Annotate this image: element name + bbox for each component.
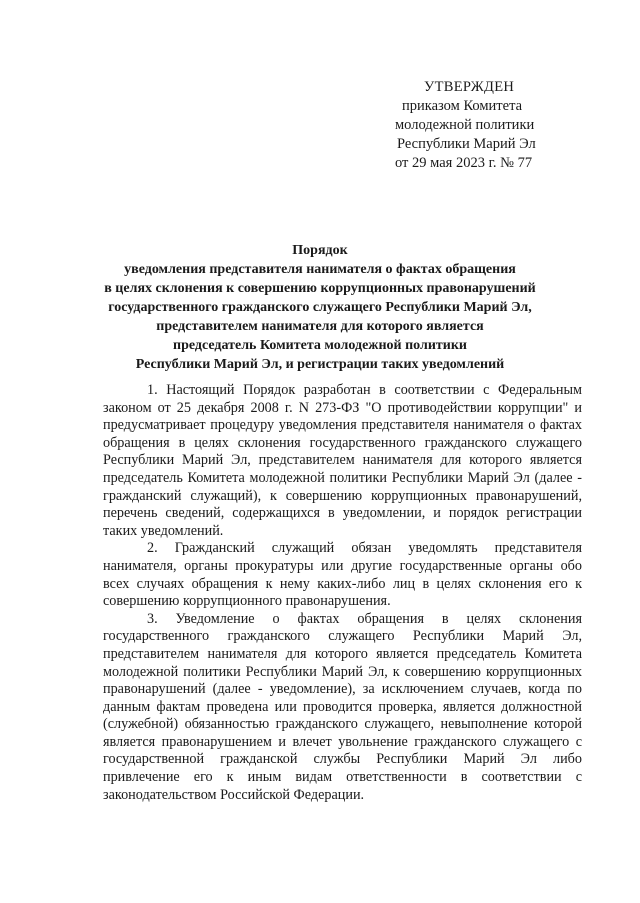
heading-line: Республики Марий Эл, и регистрации таких уведомлений [135, 357, 505, 372]
paragraph-2: 2. Гражданский служащий обязан уведомлять представителя нанимателя, органы прокуратуры или другие государственные органы обо всех случаях обращения к нему каких-либо лиц в целях склонения его к совершению коррупционного правонарушения. [103, 540, 582, 610]
approval-line-order: приказом Комитета [402, 98, 523, 114]
approval-stamp-block [382, 78, 582, 173]
heading-line: в целях склонения к совершению коррупционных правонарушений [104, 281, 536, 296]
heading-line: уведомления представителя нанимателя о фактах обращения [124, 262, 516, 277]
paragraph-1: 1. Настоящий Порядок разработан в соответствии с Федеральным законом от 25 декабря 2008 г. N 273-ФЗ "О противодействии коррупции" и предусматривает процедуру уведомления представителя нанимателя о фактах обращения в целях склонения государственного гражданского служащего Республики Марий Эл, представителем нанимателя для которого является председатель Комитета молодежной политики Республики Марий Эл (далее - гражданский служащий), к совершению коррупционных правонарушений, перечень сведений, содержащихся в уведомлении, и порядок регистрации таких уведомлений. [103, 382, 582, 539]
document-heading [60, 241, 580, 374]
approval-title: УТВЕРЖДЕН [424, 79, 515, 95]
document-body [103, 382, 582, 804]
paragraph-3: 3. Уведомление о фактах обращения в целях склонения государственного гражданского служащего Республики Марий Эл, представителем нанимателя для которого является председатель Комитета молодежной политики Республики Марий Эл, к совершению коррупционных правонарушений (далее - уведомление), за исключением случаев, когда по данным фактам проведена или проводится проверка, является должностной (служебной) обязанностью гражданского служащего, невыполнение которой является правонарушением и влечет увольнение гражданского служащего с государственной гражданской службы Республики Марий Эл либо привлечение его к иным видам ответственности в соответствии с законодательством Российской Федерации. [103, 610, 582, 803]
heading-line: представителем нанимателя для которого является [156, 319, 484, 334]
heading-line-title: Порядок [292, 243, 348, 258]
heading-line: председатель Комитета молодежной политики [173, 338, 467, 353]
approval-line-date: от 29 мая 2023 г. № 77 [395, 155, 533, 171]
approval-line-republic: Республики Марий Эл [397, 136, 536, 152]
heading-line: государственного гражданского служащего Республики Марий Эл, [108, 300, 532, 315]
approval-line-committee: молодежной политики [395, 117, 535, 133]
